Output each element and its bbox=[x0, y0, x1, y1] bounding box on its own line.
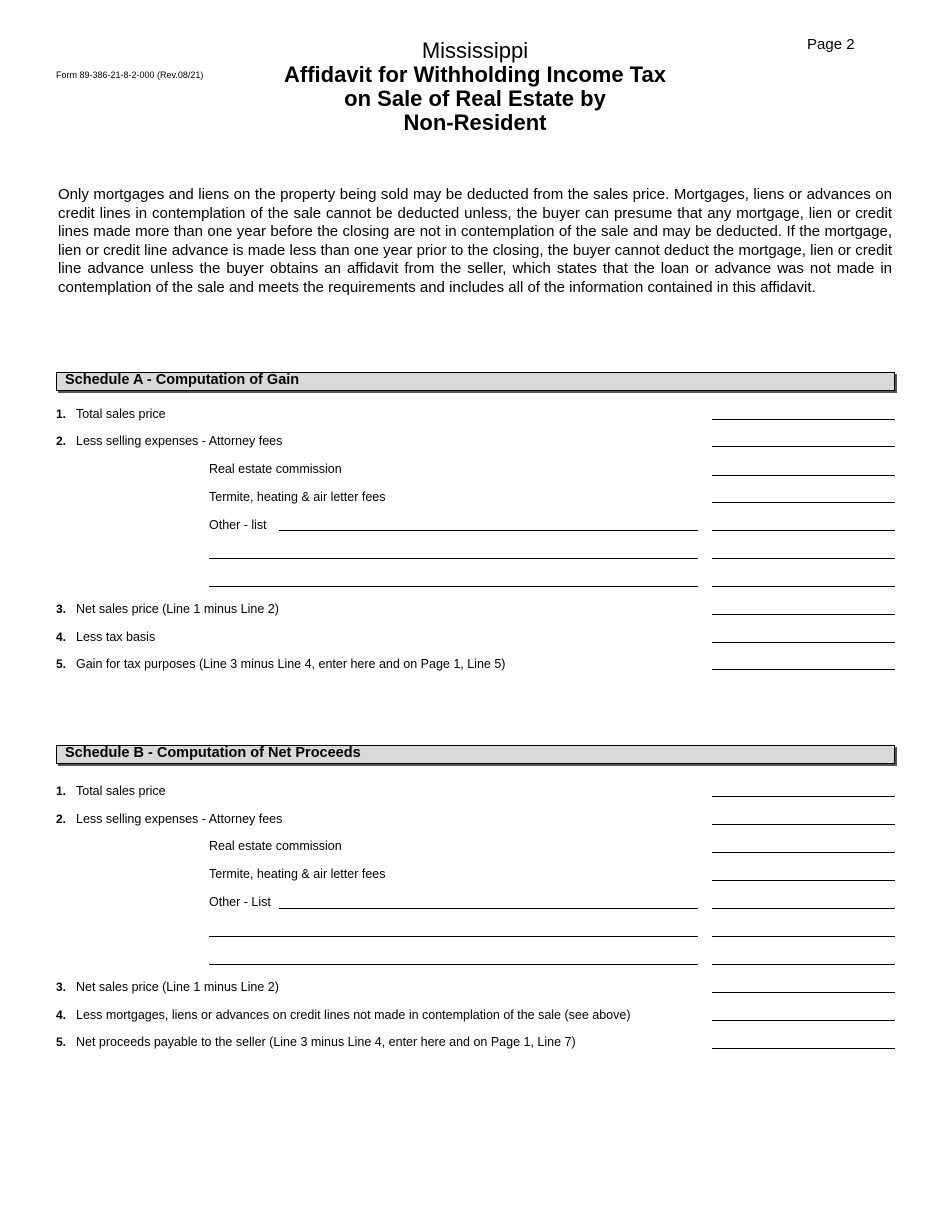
schedule-a-line-4-number: 4. bbox=[56, 630, 67, 644]
form-title-line-1: Affidavit for Withholding Income Tax bbox=[284, 62, 666, 87]
schedule-a-line-5-number: 5. bbox=[56, 657, 67, 671]
schedule-a-title: Schedule A - Computation of Gain bbox=[65, 372, 300, 388]
schedule-b-termite-field[interactable] bbox=[712, 880, 895, 881]
schedule-a-other-amount-field[interactable] bbox=[712, 530, 895, 531]
schedule-a-line-4-label: Less tax basis bbox=[76, 630, 156, 644]
schedule-b-line-2-number: 2. bbox=[56, 812, 67, 826]
schedule-b-other-description-field-2[interactable] bbox=[209, 936, 698, 937]
schedule-b-line-4-label: Less mortgages, liens or advances on credit lines not made in contemplation of the sale (see above) bbox=[76, 1008, 631, 1022]
title-block bbox=[225, 38, 725, 135]
schedule-a-attorney-fees-field[interactable] bbox=[712, 446, 895, 447]
schedule-a-line-1-label: Total sales price bbox=[76, 407, 166, 421]
schedule-b-other-description-field-3[interactable] bbox=[209, 964, 698, 965]
schedule-b-other-label: Other - List bbox=[209, 895, 271, 909]
schedule-a-other-description-field[interactable] bbox=[279, 530, 698, 531]
schedule-a-line-3-number: 3. bbox=[56, 602, 67, 616]
schedule-b-header bbox=[56, 745, 895, 764]
form-title-line-3: Non-Resident bbox=[403, 110, 547, 135]
schedule-a-line-2-label: Less selling expenses - Attorney fees bbox=[76, 434, 283, 448]
schedule-a-line-2-number: 2. bbox=[56, 434, 67, 448]
form-title-line-2: on Sale of Real Estate by bbox=[344, 86, 606, 111]
schedule-b-other-amount-field-3[interactable] bbox=[712, 964, 895, 965]
schedule-b-other-amount-field-2[interactable] bbox=[712, 936, 895, 937]
schedule-b-commission-field[interactable] bbox=[712, 852, 895, 853]
schedule-b-title: Schedule B - Computation of Net Proceeds bbox=[65, 745, 361, 761]
schedule-b-line-3-number: 3. bbox=[56, 980, 67, 994]
schedule-a-other-description-field-2[interactable] bbox=[209, 558, 698, 559]
intro-paragraph: Only mortgages and liens on the property being sold may be deducted from the sales price. Mortgages, liens or advances on credit lines in contemplation of the sale cannot be deducted unless, the buyer can presume that any mortgage, lien or credit lines made more than one year before the closing are not in contemplation of the sale and may be deducted. If the mortgage, lien or credit line advance is made less than one year prior to the closing, the buyer cannot deduct the mortgage, lien or credit line advance unless the buyer obtains an affidavit from the seller, which states that the loan or advance was not made in contemplation of the sale and meets the requirements and includes all of the information contained in this affidavit. bbox=[58, 186, 892, 296]
schedule-a-termite-field[interactable] bbox=[712, 502, 895, 503]
schedule-b-line-5-number: 5. bbox=[56, 1035, 67, 1049]
schedule-b-line-1-amount-field[interactable] bbox=[712, 796, 895, 797]
schedule-b-line-1-number: 1. bbox=[56, 784, 67, 798]
schedule-b-line-5-label: Net proceeds payable to the seller (Line 3 minus Line 4, enter here and on Page 1, Line 7) bbox=[76, 1035, 576, 1049]
schedule-b-line-1-label: Total sales price bbox=[76, 784, 166, 798]
schedule-a-commission-field[interactable] bbox=[712, 475, 895, 476]
schedule-b-other-description-field[interactable] bbox=[279, 908, 698, 909]
schedule-a-other-label: Other - list bbox=[209, 518, 267, 532]
schedule-a-line-3-label: Net sales price (Line 1 minus Line 2) bbox=[76, 602, 279, 616]
schedule-b-attorney-fees-field[interactable] bbox=[712, 824, 895, 825]
page-number: Page 2 bbox=[807, 36, 855, 53]
schedule-a-line-3-amount-field[interactable] bbox=[712, 614, 895, 615]
schedule-a-header bbox=[56, 372, 895, 391]
schedule-b-other-amount-field[interactable] bbox=[712, 908, 895, 909]
schedule-b-line-3-amount-field[interactable] bbox=[712, 992, 895, 993]
schedule-b-line-4-amount-field[interactable] bbox=[712, 1020, 895, 1021]
form-number: Form 89-386-21-8-2-000 (Rev.08/21) bbox=[56, 70, 204, 80]
schedule-a-other-amount-field-2[interactable] bbox=[712, 558, 895, 559]
state-name: Mississippi bbox=[421, 38, 529, 63]
schedule-a-other-amount-field-3[interactable] bbox=[712, 586, 895, 587]
schedule-a-line-5-label: Gain for tax purposes (Line 3 minus Line 4, enter here and on Page 1, Line 5) bbox=[76, 657, 506, 671]
schedule-b-line-2-label: Less selling expenses - Attorney fees bbox=[76, 812, 283, 826]
schedule-b-line-3-label: Net sales price (Line 1 minus Line 2) bbox=[76, 980, 279, 994]
schedule-a-line-5-amount-field[interactable] bbox=[712, 669, 895, 670]
schedule-b-line-5-amount-field[interactable] bbox=[712, 1048, 895, 1049]
schedule-a-line-1-number: 1. bbox=[56, 407, 67, 421]
schedule-a-line-4-amount-field[interactable] bbox=[712, 642, 895, 643]
schedule-a-other-description-field-3[interactable] bbox=[209, 586, 698, 587]
schedule-b-line-4-number: 4. bbox=[56, 1008, 67, 1022]
schedule-b-commission-label: Real estate commission bbox=[209, 839, 342, 853]
schedule-b-termite-label: Termite, heating & air letter fees bbox=[209, 867, 386, 881]
schedule-a-commission-label: Real estate commission bbox=[209, 462, 342, 476]
schedule-a-line-1-amount-field[interactable] bbox=[712, 419, 895, 420]
schedule-a-termite-label: Termite, heating & air letter fees bbox=[209, 490, 386, 504]
